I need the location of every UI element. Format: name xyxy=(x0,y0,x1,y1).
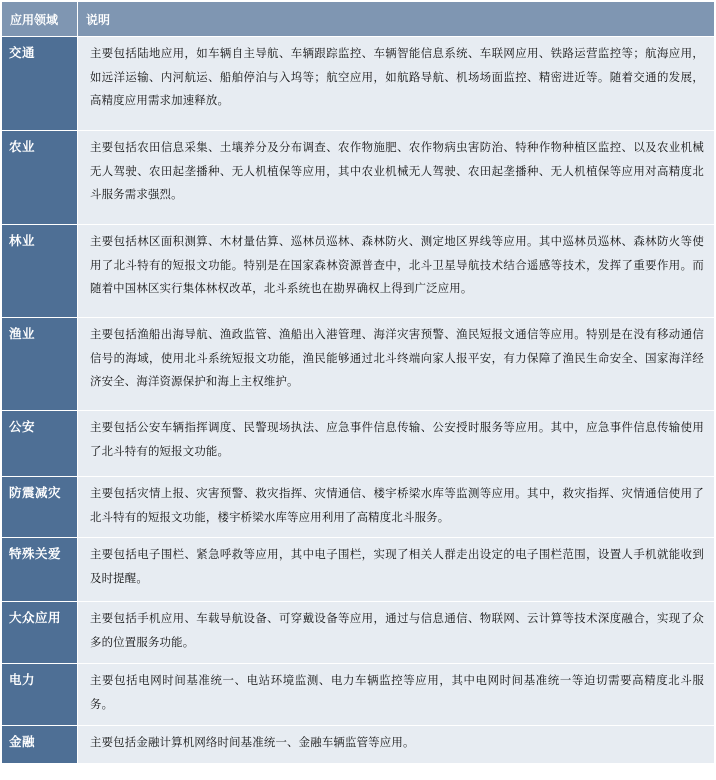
description-cell: 主要包括陆地应用，如车辆自主导航、车辆跟踪监控、车辆智能信息系统、车联网应用、铁路运营监控等；航海应用，如远洋运输、内河航运、船舶停泊与入坞等；航空应用，如航路导航、机场场面监控、精密进近等。随着交通的发展，高精度应用需求加速释放。 xyxy=(77,37,714,130)
description-cell: 主要包括公安车辆指挥调度、民警现场执法、应急事件信息传输、公安授时服务等应用。其中，应急事件信息传输使用了北斗特有的短报文功能。 xyxy=(77,411,714,476)
description-cell: 主要包括灾情上报、灾害预警、救灾指挥、灾情通信、楼宇桥梁水库等监测等应用。其中，救灾指挥、灾情通信使用了北斗特有的短报文功能，楼宇桥梁水库等应用利用了高精度北斗服务。 xyxy=(77,477,714,537)
header-domain: 应用领域 xyxy=(10,12,59,27)
table-row-agriculture xyxy=(2,130,714,224)
description-cell: 主要包括电子围栏、紧急呼救等应用，其中电子围栏，实现了相关人群走出设定的电子围栏范围，设置人手机就能收到及时提醒。 xyxy=(77,538,714,601)
domain-cell: 农业 xyxy=(2,131,77,224)
description-cell: 主要包括林区面积测算、木材量估算、巡林员巡林、森林防火、测定地区界线等应用。其中巡林员巡林、森林防火等使用了北斗特有的短报文功能。特别是在国家森林资源普查中，北斗卫星导航技术结合遥感等技术，发挥了重要作用。而随着中国林区实行集体林权改革，北斗系统也在勘界确权上得到广泛应用。 xyxy=(77,225,714,317)
header-description: 说明 xyxy=(77,2,714,36)
domain-cell: 渔业 xyxy=(2,318,77,410)
description-cell: 主要包括农田信息采集、土壤养分及分布调查、农作物施肥、农作物病虫害防治、特种作物种植区监控、以及农业机械无人驾驶、农田起垄播种、无人机植保等应用，其中农业机械无人驾驶、农田起垄播种、无人机植保等应用对高精度北斗服务需求强烈。 xyxy=(77,131,714,224)
domain-cell: 金融 xyxy=(2,726,77,763)
domain-cell: 特殊关爱 xyxy=(2,538,77,601)
table-row-transport xyxy=(2,36,714,130)
table-row-forestry xyxy=(2,224,714,317)
application-table xyxy=(2,2,714,763)
description-cell: 主要包括电网时间基准统一、电站环境监测、电力车辆监控等应用，其中电网时间基准统一等迫切需要高精度北斗服务。 xyxy=(77,664,714,725)
description-cell: 主要包括手机应用、车载导航设备、可穿戴设备等应用，通过与信息通信、物联网、云计算等技术深度融合，实现了众多的位置服务功能。 xyxy=(77,602,714,663)
table-row-fishery xyxy=(2,317,714,410)
table-row-special-care xyxy=(2,537,714,601)
table-row-public xyxy=(2,601,714,663)
domain-cell: 公安 xyxy=(2,411,77,476)
table-row-police xyxy=(2,410,714,476)
domain-cell: 交通 xyxy=(2,37,77,130)
table-header xyxy=(2,2,714,36)
domain-cell: 电力 xyxy=(2,664,77,725)
domain-cell: 大众应用 xyxy=(2,602,77,663)
description-cell: 主要包括渔船出海导航、渔政监管、渔船出入港管理、海洋灾害预警、渔民短报文通信等应用。特别是在没有移动通信信号的海域，使用北斗系统短报文功能，渔民能够通过北斗终端向家人报平安，有力保障了渔民生命安全、国家海洋经济安全、海洋资源保护和海上主权维护。 xyxy=(77,318,714,410)
description-cell: 主要包括金融计算机网络时间基准统一、金融车辆监管等应用。 xyxy=(77,726,714,763)
table-row-finance xyxy=(2,725,714,763)
table-row-disaster xyxy=(2,476,714,537)
domain-cell: 防震减灾 xyxy=(2,477,77,537)
domain-cell: 林业 xyxy=(2,225,77,317)
table-row-power xyxy=(2,663,714,725)
